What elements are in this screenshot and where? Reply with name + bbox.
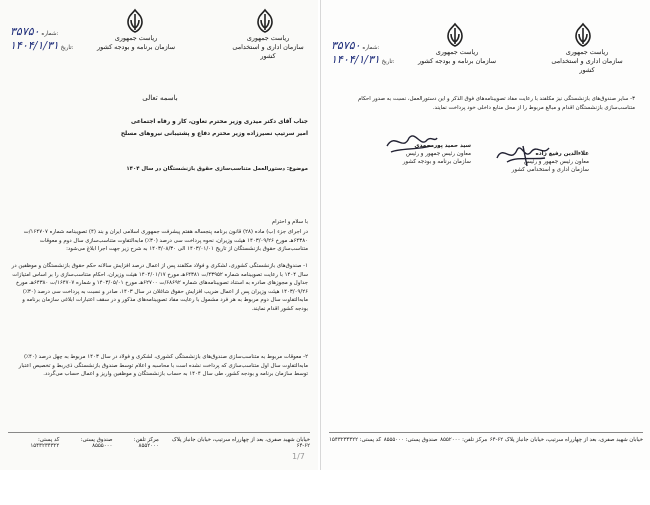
org-name-admin: ریاست جمهوری سازمان اداری و استخدامی کشور bbox=[551, 48, 623, 74]
org-name-admin: ریاست جمهوری سازمان اداری و استخدامی کشور bbox=[232, 34, 304, 60]
iran-emblem-icon bbox=[253, 8, 277, 34]
body-paragraph-3: ۳- سایر صندوق‌های بازنشستگی نیز مکلفند با رعایت مفاد تصویبنامه‌های فوق الذکر و این دستورالعمل، نسبت به صدور احکام متناسب‌سازی بازنشستگان اقدام و مبالغ مربوط را از محل منابع داخلی خود پرداخت نمایند. bbox=[357, 96, 635, 111]
org-name-budget: ریاست جمهوری سازمان برنامه و بودجه کشور bbox=[97, 34, 175, 51]
letter-subject: موضوع: دستورالعمل متناسب‌سازی حقوق بازنشستگان در سال ۱۴۰۴ bbox=[126, 166, 308, 172]
document-page-1 bbox=[0, 0, 318, 470]
letter-number: ۳۵۷۵۰ bbox=[331, 39, 361, 52]
addressee-2: امیر سرتیپ نصیرزاده وزیر محترم دفاع و پشتیبانی نیروهای مسلح bbox=[120, 131, 308, 137]
letter-meta: ۳۵۷۵۰ شماره: ۱۴۰۴/۱/۳۱ تاریخ: bbox=[10, 25, 74, 52]
iran-emblem-icon bbox=[443, 22, 467, 48]
iran-emblem-icon bbox=[123, 8, 147, 34]
body-paragraph-1: ۱- صندوق‌های بازنشستگی کشوری، لشکری و فولاد مکلفند پس از اعمال درصد افزایش سالانه حکم حقوق بازنشستگان و موظفین در سال ۱۴۰۴ با رعایت تصویبنامه شماره ۴۳۹۵۲/ت ۶۴۳۸۱هـ مورخ ۱۴۰۴/۰۱/۱۷ هیئت وزیران، احکام متناسب‌سازی را بر اساس امتیازات جداول و مجوزهای صادره به استناد تصویبنامه‌های شماره ۶۸۶۹۲/ت ۶۲۷۰۰هـ مورخ ۱۴۰۳/۰۵/۰۱ و شماره ۱۶۴۷۰۷/ت ۶۴۳۸۰هـ مورخ ۱۴۰۳/۰۹/۲۶ هیئت وزیران پس از اعمال ضریب افزایش حقوق شاغلان در سال ۱۴۰۳، صادر و نسبت به پرداخت سی درصد (۳۰٪) مابه‌التفاوت سال دوم مربوط به هر فرد مشمول با رعایت مفاد تصویبنامه‌های مذکور و در سقف اعتبارات ابلاغی سازمان برنامه و بودجه کشور اقدام نمایند. bbox=[11, 263, 308, 312]
footer-divider bbox=[8, 432, 310, 433]
letter-meta: ۳۵۷۵۰ شماره: ۱۴۰۴/۱/۳۱ تاریخ: bbox=[331, 39, 395, 66]
body-paragraph-intro: در اجرای جزء (ب) ماده (۲۸) قانون برنامه پنجساله هفتم پیشرفت جمهوری اسلامی ایران و بند (۴) تصویبنامه شماره ۱۶۴۷۰۷/ت ۶۴۳۸۰هـ مورخ ۱۴۰۳/۰۹/۲۶ هیئت وزیران، نحوه پرداخت سی درصد (۳۰٪) مابه‌التفاوت متناسب‌سازی سال دوم و معوقات متناسب‌سازی حقوق بازنشستگان از تاریخ ۱۴۰۳/۰۱/۰۱ الی ۱۴۰۳/۰۸/۳۰ به شرح زیر جهت اجرا ابلاغ می‌شود: bbox=[23, 229, 308, 253]
signer-budget: سید حمید پورمحمدی معاون رئیس جمهور و رئیس سازمان برنامه و بودجه کشور bbox=[402, 143, 471, 165]
org-name-budget: ریاست جمهوری سازمان برنامه و بودجه کشور bbox=[418, 48, 496, 65]
footer-divider bbox=[329, 432, 643, 433]
iran-emblem-icon bbox=[571, 22, 595, 48]
letter-footer: خیابان شهید صفری، بعد از چهارراه سرتیپ، خیابان جانباز پلاک ۶۲-۶۴ مرکز تلفن: ۸۵۵۲۰۰۰ صندوق پستی: ۸۵۵۵۰۰۰ کد پستی: ۱۵۴۳۲۳۴۳۲۲ bbox=[329, 437, 643, 443]
letter-footer: خیابان شهید صفری، بعد از چهارراه سرتیپ، خیابان جانباز پلاک ۶۲-۶۴ مرکز تلفن: ۸۵۵۲۰۰۰ صندوق پستی: ۸۵۵۵۰۰۰ کد پستی: ۱۵۴۳۲۳۴۳۲۲ bbox=[30, 437, 310, 449]
basmala: باسمه تعالی bbox=[142, 94, 178, 102]
letter-date: ۱۴۰۴/۱/۳۱ bbox=[10, 39, 59, 52]
addressee-1: جناب آقای دکتر میدری وزیر محترم تعاون، کار و رفاه اجتماعی bbox=[130, 119, 308, 125]
letter-date: ۱۴۰۴/۱/۳۱ bbox=[331, 53, 380, 66]
salutation: با سلام و احترام bbox=[271, 219, 308, 225]
page-indicator: 1/7 bbox=[292, 452, 305, 461]
letter-number: ۳۵۷۵۰ bbox=[10, 25, 40, 38]
signer-admin: علاءالدین رفیع زاده معاون رئیس جمهور و رئیس سازمان اداری و استخدامی کشور bbox=[511, 151, 589, 173]
document-page-2 bbox=[320, 0, 650, 470]
body-paragraph-2: ۲- معوقات مربوط به متناسب‌سازی صندوق‌های بازنشستگی کشوری، لشکری و فولاد در سال ۱۴۰۳ مربوط به چهل درصد (۴۰٪) مابه‌التفاوت سال اول متناسب‌سازی که پرداخت نشده است با محاسبه و اعلام توسط صندوق بازنشستگی ذی‌ربط و تخصیص اعتبار توسط سازمان برنامه و بودجه کشور، طی سال ۱۴۰۴ به حساب بازنشستگان و موظفین واریز و اعمال حساب می‌گردد. bbox=[18, 354, 308, 378]
